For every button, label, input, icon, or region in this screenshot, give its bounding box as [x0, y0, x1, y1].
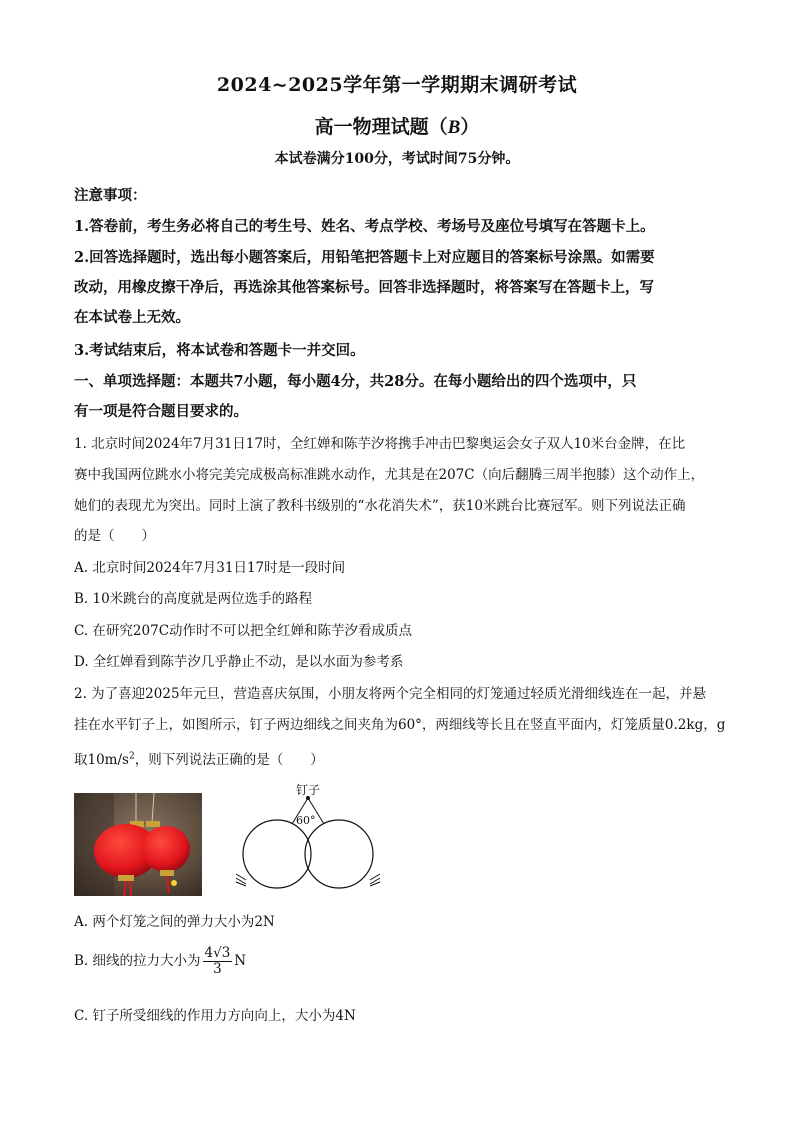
exam-subtitle: 高一物理试题（B） [314, 116, 480, 138]
q1-stem-line-1: 1. 北京时间2024年7月31日17时，全红婵和陈芋汐将携手冲击巴黎奥运会女子双人10米台金牌，在比 [74, 436, 686, 452]
q1-option-c: C. 在研究207C动作时不可以把全红婵和陈芋汐看成质点 [74, 623, 413, 639]
q2-option-a: A. 两个灯笼之间的弹力大小为2N [74, 914, 275, 930]
lantern-photo [74, 793, 202, 896]
note-item-2-line-3: 在本试卷上无效。 [74, 309, 190, 326]
q1-option-a: A. 北京时间2024年7月31日17时是一段时间 [74, 560, 346, 576]
q1-option-d: D. 全红婵看到陈芋汐几乎静止不动，是以水面为参考系 [74, 654, 404, 670]
q1-stem-line-3: 她们的表现尤为突出。同时上演了教科书级别的“水花消失术”，获10米跳台比赛冠军。则下列说法正确 [74, 498, 686, 514]
exam-title: 2024~2025学年第一学期期末调研考试 [216, 74, 578, 96]
exam-info: 本试卷满分100分，考试时间75分钟。 [274, 151, 520, 167]
q2-stem-line-2: 挂在水平钉子上，如图所示，钉子两边细线之间夹角为60°，两细线等长且在竖直平面内，灯笼质量0.2kg，g [74, 717, 726, 733]
q2-stem-line-1: 2. 为了喜迎2025年元旦，营造喜庆氛围，小朋友将两个完全相同的灯笼通过轻质光滑细线连在一起，并悬 [74, 686, 707, 702]
section-heading-line-2: 有一项是符合题目要求的。 [74, 403, 248, 420]
nail-label: 钉子 [296, 783, 321, 797]
note-item-2-line-1: 2.回答选择题时，选出每小题答案后，用铅笔把答题卡上对应题目的答案标号涂黑。如需要 [74, 249, 655, 266]
note-item-2-line-2: 改动，用橡皮擦干净后，再选涂其他答案标号。回答非选择题时，将答案写在答题卡上，写 [74, 279, 654, 296]
q2-option-b: B. 细线的拉力大小为 $\frac{4√3}{3}$ N [74, 945, 247, 977]
q1-stem-line-2: 赛中我国两位跳水小将完美完成极高标准跳水动作，尤其是在207C（向后翻腾三周半抱膝）这个动作上， [74, 467, 705, 483]
q1-option-b: B. 10米跳台的高度就是两位选手的路程 [74, 591, 313, 607]
q1-stem-line-4: 的是（ ） [74, 528, 155, 544]
notes-heading: 注意事项： [74, 187, 147, 204]
q2-stem-line-3: 取$10m/s^2$，则下列说法正确的是（ ） [74, 751, 324, 768]
q2-option-c: C. 钉子所受细线的作用力方向向上，大小为4N [74, 1008, 356, 1024]
section-heading-line-1: 一、单项选择题：本题共7小题，每小题4分，共28分。在每小题给出的四个选项中，只 [74, 373, 637, 390]
angle-label: 60° [296, 814, 316, 827]
note-item-1: 1.答卷前，考生务必将自己的考生号、姓名、考点学校、考场号及座位号填写在答题卡上。 [74, 218, 655, 235]
note-item-3: 3.考试结束后，将本试卷和答题卡一并交回。 [74, 342, 365, 359]
lantern-diagram [232, 782, 382, 894]
